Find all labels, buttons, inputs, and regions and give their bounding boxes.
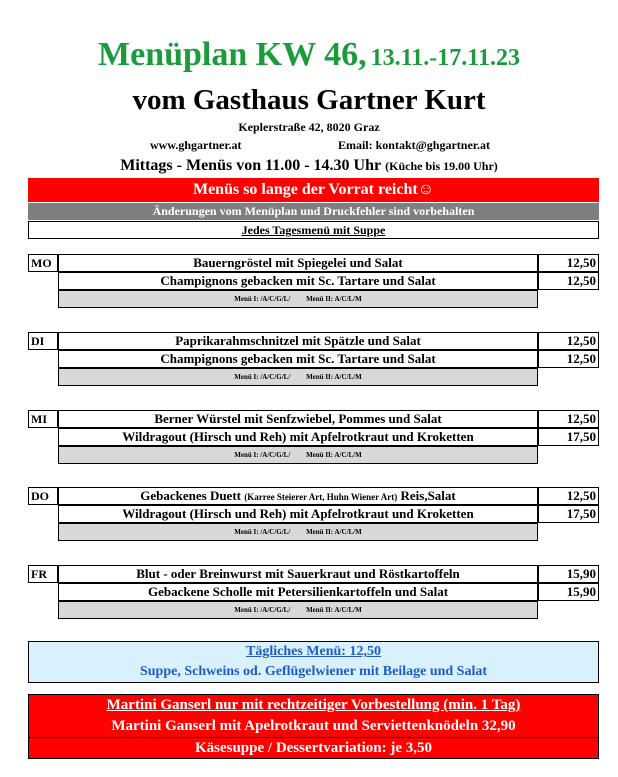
allergen-row bbox=[28, 290, 599, 308]
dish-name: Bauerngröstel mit Spiegelei und Salat bbox=[58, 254, 538, 272]
dish-name: Blut - oder Breinwurst mit Sauerkraut und Röstkartoffeln bbox=[58, 565, 538, 583]
martini-preorder-note: Martini Ganserl nur mit rechtzeitiger Vorbestellung (min. 1 Tag) bbox=[106, 697, 521, 713]
dish-name-sides: Reis,Salat bbox=[400, 488, 456, 503]
dish-name: Champignons gebacken mit Sc. Tartare und Salat bbox=[58, 272, 538, 290]
dish-name: Wildragout (Hirsch und Reh) mit Apfelrotkraut und Kroketten bbox=[58, 505, 538, 523]
dish-name-main: Gebackenes Duett bbox=[140, 488, 241, 503]
allergen-row bbox=[28, 601, 599, 619]
dish-price: 17,50 bbox=[538, 428, 599, 446]
day-block-thursday bbox=[28, 487, 599, 541]
dish-row bbox=[28, 583, 599, 601]
website-link[interactable]: www.ghgartner.at bbox=[150, 138, 242, 152]
dish-name: Wildragout (Hirsch und Reh) mit Apfelrotkraut und Kroketten bbox=[58, 428, 538, 446]
day-block-tuesday bbox=[28, 332, 599, 386]
daily-menu-title: Tägliches Menü: 12,50 bbox=[246, 644, 381, 659]
dish-row bbox=[28, 254, 599, 272]
dish-price: 12,50 bbox=[538, 332, 599, 350]
dish-price: 12,50 bbox=[538, 254, 599, 272]
dish-price: 15,90 bbox=[538, 565, 599, 583]
address: Keplerstraße 42, 8020 Graz bbox=[238, 120, 380, 134]
daily-menu-description: Suppe, Schweins od. Geflügelwiener mit Beilage und Salat bbox=[139, 664, 488, 679]
dish-name: Champignons gebacken mit Sc. Tartare und Salat bbox=[58, 350, 538, 368]
allergen-menu-2: Menü II: A/C/L/M bbox=[306, 528, 362, 536]
allergen-info bbox=[58, 290, 538, 308]
allergen-info bbox=[58, 446, 538, 464]
allergen-menu-2: Menü II: A/C/L/M bbox=[306, 451, 362, 459]
allergen-info bbox=[58, 523, 538, 541]
stock-banner: Menüs so lange der Vorrat reicht☺ bbox=[28, 178, 599, 202]
dish-name: Berner Würstel mit Senfzwiebel, Pommes und Salat bbox=[58, 410, 538, 428]
dish-row bbox=[28, 272, 599, 290]
allergen-menu-2: Menü II: A/C/L/M bbox=[306, 373, 362, 381]
dish-row bbox=[28, 332, 599, 350]
soup-banner: Jedes Tagesmenü mit Suppe bbox=[28, 221, 599, 239]
dish-row bbox=[28, 565, 599, 583]
allergen-info bbox=[58, 601, 538, 619]
dish-price: 12,50 bbox=[538, 350, 599, 368]
allergen-menu-1: Menü I: /A/C/G/L/ bbox=[234, 373, 291, 381]
dish-row bbox=[28, 350, 599, 368]
allergen-menu-2: Menü II: A/C/L/M bbox=[306, 606, 362, 614]
allergen-row bbox=[28, 446, 599, 464]
day-block-monday bbox=[28, 254, 599, 308]
dish-price: 12,50 bbox=[538, 487, 599, 505]
allergen-menu-1: Menü I: /A/C/G/L/ bbox=[234, 528, 291, 536]
day-label: FR bbox=[28, 565, 58, 583]
allergen-row bbox=[28, 368, 599, 386]
day-label: DI bbox=[28, 332, 58, 350]
day-block-friday bbox=[28, 565, 599, 619]
dish-row bbox=[28, 410, 599, 428]
page-title bbox=[0, 36, 618, 74]
martini-box bbox=[28, 694, 599, 759]
allergen-row bbox=[28, 523, 599, 541]
dish-price: 12,50 bbox=[538, 410, 599, 428]
dish-row bbox=[28, 505, 599, 523]
dish-name: Gebackene Scholle mit Petersilienkartoffeln und Salat bbox=[58, 583, 538, 601]
martini-dish: Martini Ganserl mit Apelrotkraut und Serviettenknödeln 32,90 bbox=[111, 718, 516, 734]
daily-menu-box bbox=[28, 641, 599, 683]
contact-row bbox=[150, 138, 490, 153]
day-block-wednesday bbox=[28, 410, 599, 464]
dish-price: 17,50 bbox=[538, 505, 599, 523]
restaurant-name: vom Gasthaus Gartner Kurt bbox=[132, 84, 486, 116]
menu-title: Menüplan KW 46, bbox=[98, 36, 367, 73]
email-link[interactable]: Email: kontakt@ghgartner.at bbox=[337, 138, 490, 152]
dish-row bbox=[28, 487, 599, 505]
dish-name: Paprikarahmschnitzel mit Spätzle und Salat bbox=[58, 332, 538, 350]
dish-name-detail: (Karree Steierer Art, Huhn Wiener Art) bbox=[244, 492, 398, 502]
menu-dates: 13.11.-17.11.23 bbox=[370, 45, 520, 71]
hours-text: Mittags - Menüs von 11.00 - 14.30 Uhr bbox=[120, 157, 382, 174]
allergen-menu-1: Menü I: /A/C/G/L/ bbox=[234, 606, 291, 614]
day-label: MO bbox=[28, 254, 58, 272]
allergen-menu-2: Menü II: A/C/L/M bbox=[306, 295, 362, 303]
allergen-menu-1: Menü I: /A/C/G/L/ bbox=[234, 451, 291, 459]
extras-line: Käsesuppe / Dessertvariation: je 3,50 bbox=[29, 737, 598, 758]
changes-banner: Änderungen vom Menüplan und Druckfehler sind vorbehalten bbox=[28, 203, 599, 220]
dish-price: 12,50 bbox=[538, 272, 599, 290]
allergen-info bbox=[58, 368, 538, 386]
day-label: MI bbox=[28, 410, 58, 428]
opening-hours bbox=[0, 157, 618, 175]
dish-price: 15,90 bbox=[538, 583, 599, 601]
hours-note: (Küche bis 19.00 Uhr) bbox=[385, 159, 498, 173]
dish-row bbox=[28, 428, 599, 446]
allergen-menu-1: Menü I: /A/C/G/L/ bbox=[234, 295, 291, 303]
day-label: DO bbox=[28, 487, 58, 505]
dish-name bbox=[58, 487, 538, 505]
